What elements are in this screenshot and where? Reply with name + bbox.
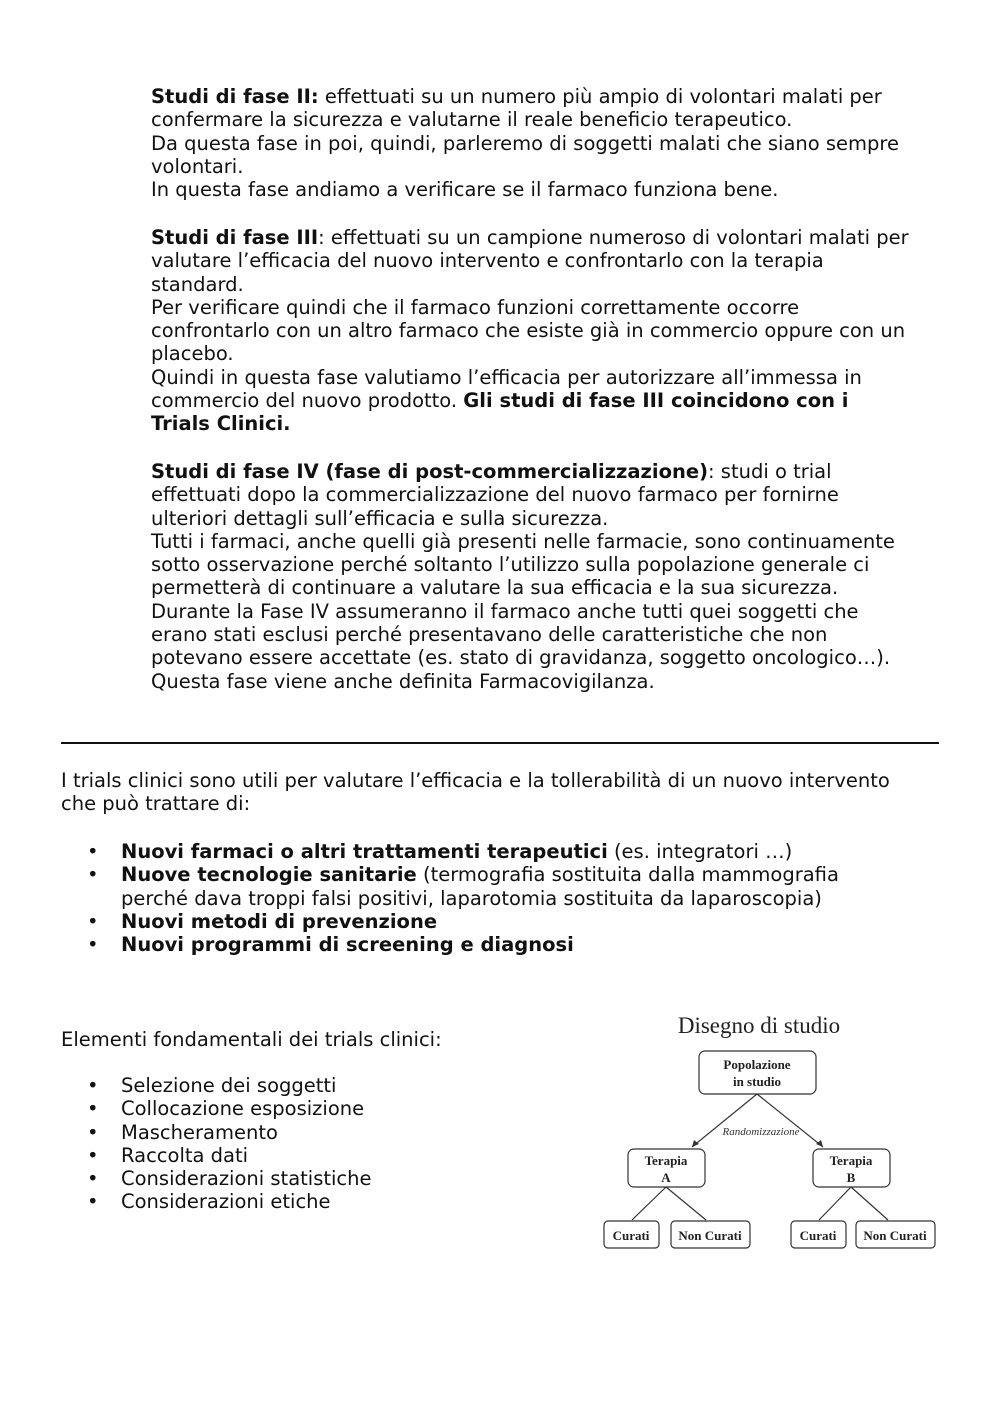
svg-text:Curati: Curati xyxy=(799,1228,837,1243)
svg-text:Non Curati: Non Curati xyxy=(678,1228,742,1243)
edge xyxy=(632,1187,666,1220)
arrowhead xyxy=(692,1140,699,1147)
list-item: • Mascheramento xyxy=(61,1121,561,1144)
svg-text:Popolazione: Popolazione xyxy=(723,1057,791,1072)
phase4-heading: Studi di fase IV (fase di post-commercializzazione) xyxy=(151,460,709,483)
svg-text:Curati: Curati xyxy=(612,1228,650,1243)
list-item: • Nuovi programmi di screening e diagnosi xyxy=(61,933,941,956)
edge xyxy=(819,1187,851,1220)
phase3-heading: Studi di fase III xyxy=(151,226,319,249)
list-item: • Collocazione esposizione xyxy=(61,1097,561,1120)
svg-text:Terapia: Terapia xyxy=(829,1153,873,1168)
phase2-paragraph: Studi di fase II: effettuati su un numero più ampio di volontari malati per confermare la sicurezza e valutarne il reale beneficio terapeutico. Da questa fase in poi, quindi, parleremo di soggetti malati che siano sempre volontari. In questa fase andiamo a verificare se il farmaco funziona bene. xyxy=(151,85,900,202)
svg-text:Terapia: Terapia xyxy=(644,1153,688,1168)
phase4-paragraph: Studi di fase IV (fase di post-commercializzazione): studi o trial effettuati dopo la commercializzazione del nuovo farmaco per fornirne ulteriori dettagli sull’efficacia e sulla sicurezza. Tutti i farmaci, anche quelli già presenti nelle farmacie, sono continuamente sotto osservazione perché soltanto l’utilizzo sulla popolazione generale ci permetterà di continuare a valutare la sua efficacia e la sua sicurezza. Durante la Fase IV assumeranno il farmaco anche tutti quei soggetti che erano stati esclusi perché presentavano delle caratteristiche che non potevano essere accettate (es. stato di gravidanza, soggetto oncologico…). Questa fase viene anche definita Farmacovigilanza. xyxy=(151,460,895,693)
edge xyxy=(757,1094,823,1147)
svg-text:B: B xyxy=(846,1170,856,1185)
edge xyxy=(851,1187,888,1220)
elements-intro: Elementi fondamentali dei trials clinici: xyxy=(61,1028,442,1051)
list-item: • Considerazioni statistiche xyxy=(61,1167,561,1190)
list-item: • Nuovi farmaci o altri trattamenti terapeutici (es. integratori …) xyxy=(61,840,941,863)
diagram-title: Disegno di studio xyxy=(677,1013,841,1038)
list-item: • Nuovi metodi di prevenzione xyxy=(61,910,941,933)
list-item: • Raccolta dati xyxy=(61,1144,561,1167)
edge xyxy=(666,1187,706,1220)
arrowhead xyxy=(816,1140,823,1147)
list-item: • Considerazioni etiche xyxy=(61,1190,561,1213)
trials-intro: I trials clinici sono utili per valutare l’efficacia e la tollerabilità di un nuovo intervento che può trattare di: xyxy=(61,769,890,816)
list-item: • Selezione dei soggetti xyxy=(61,1074,561,1097)
edge xyxy=(692,1094,757,1147)
phase3-paragraph: Studi di fase III: effettuati su un campione numeroso di volontari malati per valutare l’efficacia del nuovo intervento e confrontarlo con la terapia standard. Per verificare quindi che il farmaco funzioni correttamente occorre confrontarlo con un altro farmaco che esiste già in commercio oppure con un placebo. Quindi in questa fase valutiamo l’efficacia per autorizzare all’immessa in commercio del nuovo prodotto. Gli studi di fase III coincidono con i Trials Clinici. xyxy=(151,226,909,436)
randomization-label: Randomizzazione xyxy=(722,1126,800,1138)
svg-text:Non Curati: Non Curati xyxy=(863,1228,927,1243)
svg-text:in studio: in studio xyxy=(732,1074,782,1089)
list-item: • Nuove tecnologie sanitarie (termografia sostituita dalla mammografia perché dava troppi falsi positivi, laparotomia sostituita da laparoscopia) xyxy=(61,863,941,910)
phase2-heading: Studi di fase II: xyxy=(151,85,319,108)
svg-text:A: A xyxy=(661,1170,671,1185)
